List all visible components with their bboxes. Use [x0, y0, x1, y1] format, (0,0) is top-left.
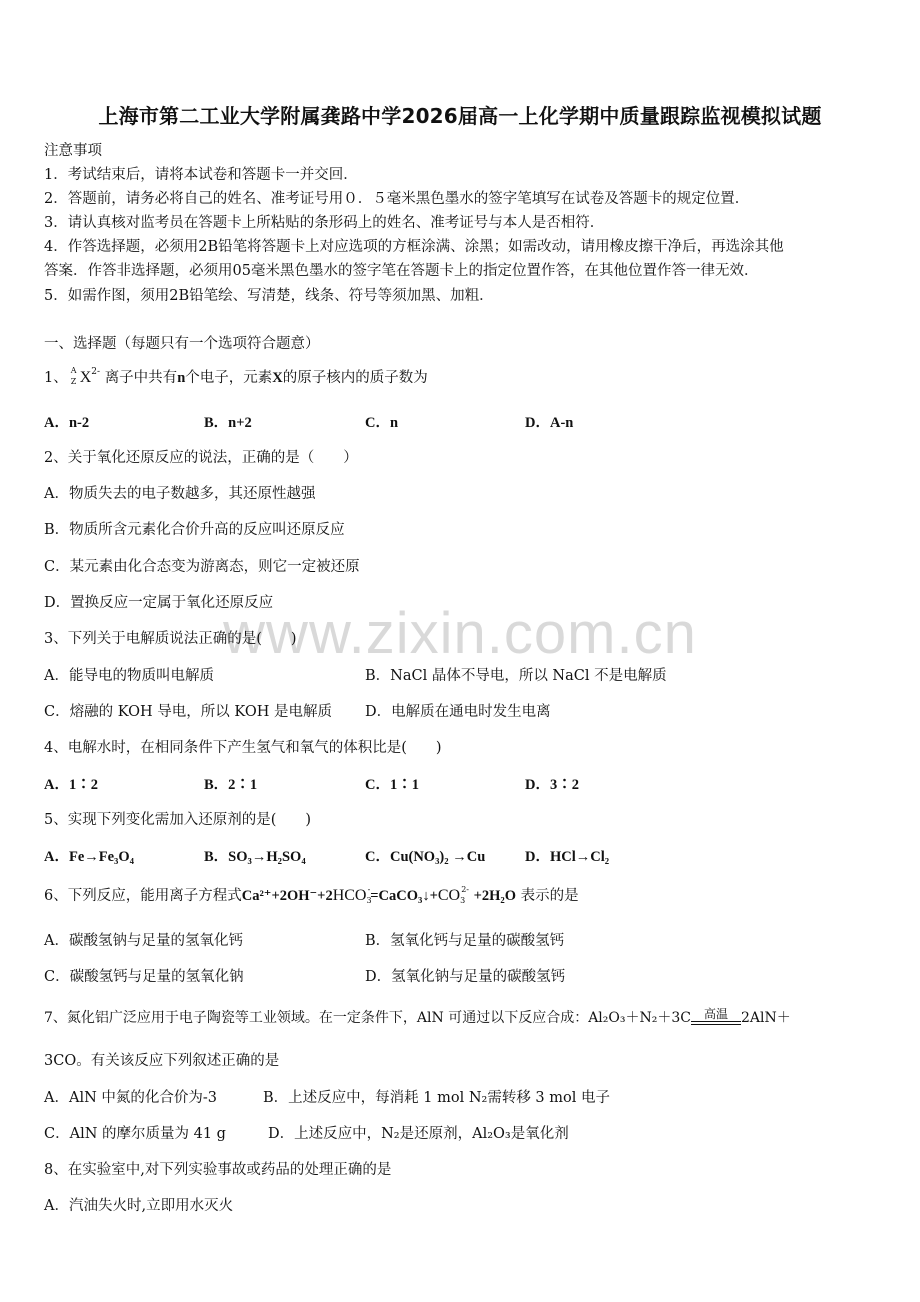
section-heading: 一、选择题（每题只有一个选项符合题意） — [44, 336, 320, 352]
option-a[interactable]: A．碳酸氢钠与足量的氢氧化钙 — [44, 933, 243, 949]
option-c[interactable]: C．熔融的 KOH 导电，所以 KOH 是电解质 — [44, 704, 332, 720]
option-c[interactable]: C．Cu(NO₃)₂ →Cu — [365, 849, 486, 865]
option-a[interactable]: A．物质失去的电子数越多，其还原性越强 — [44, 486, 316, 502]
reaction-condition: 高温 — [691, 1008, 741, 1025]
option-b[interactable]: B．n+2 — [204, 415, 252, 431]
question-7-stem: 7、氮化铝广泛应用于电子陶瓷等工业领域。在一定条件下，AlN 可通过以下反应合成：Al₂O₃＋N₂＋3C 高温 2AlN＋ — [44, 1007, 791, 1026]
option-a[interactable]: A．1∶2 — [44, 777, 98, 793]
option-d[interactable]: D．电解质在通电时发生电离 — [365, 704, 551, 720]
notice-item: 答案．作答非选择题，必须用05毫米黑色墨水的签字笔在答题卡上的指定位置作答，在其他位置作答一律无效． — [44, 263, 759, 279]
option-d[interactable]: D．置换反应一定属于氧化还原反应 — [44, 595, 274, 611]
question-8-stem: 8、在实验室中,对下列实验事故或药品的处理正确的是 — [44, 1162, 392, 1178]
option-c[interactable]: C．n — [365, 415, 399, 431]
ion-atomic-number: Z — [70, 377, 77, 386]
option-c[interactable]: C．AlN 的摩尔质量为 41 g — [44, 1126, 226, 1142]
option-b[interactable]: B．2∶1 — [204, 777, 258, 793]
option-a[interactable]: A．汽油失火时,立即用水灭火 — [44, 1198, 234, 1214]
option-d[interactable]: D．上述反应中，N₂是还原剂，Al₂O₃是氧化剂 — [268, 1126, 569, 1142]
question-1-stem: 1、 A Z $X^{2-}$ 离子中共有n个电子，元素X的原子核内的质子数为 — [44, 366, 428, 386]
watermark: www.zixin.com.cn — [223, 601, 697, 666]
notice-item: 5．如需作图，须用2B铅笔绘、写清楚，线条、符号等须加黑、加粗． — [44, 288, 494, 304]
option-d[interactable]: D．HCl→Cl₂ — [525, 849, 610, 865]
question-7-stem-cont: 3CO。有关该反应下列叙述正确的是 — [44, 1053, 280, 1069]
question-2-stem: 2、关于氧化还原反应的说法，正确的是（ ） — [44, 450, 358, 466]
option-b[interactable]: B．上述反应中，每消耗 1 mol N₂需转移 3 mol 电子 — [263, 1090, 610, 1106]
notice-item: 1．考试结束后，请将本试卷和答题卡一并交回． — [44, 167, 358, 183]
option-d[interactable]: D．3∶2 — [525, 777, 579, 793]
hco3-ion: HCO — [332, 887, 367, 904]
option-c[interactable]: C．某元素由化合态变为游离态，则它一定被还原 — [44, 559, 360, 575]
co3-ion: CO — [437, 887, 461, 904]
ion-mass-number: A — [70, 366, 77, 375]
page-title: 上海市第二工业大学附属龚路中学2026届高一上化学期中质量跟踪监视模拟试题 — [98, 104, 822, 128]
ion-symbol: X — [79, 369, 92, 386]
option-a[interactable]: A．AlN 中氮的化合价为-3 — [44, 1090, 218, 1106]
notice-item: 2．答题前，请务必将自己的姓名、准考证号用０．５毫米黑色墨水的签字笔填写在试卷及答题卡的规定位置． — [44, 191, 750, 207]
option-d[interactable]: D．A-n — [525, 415, 574, 431]
notice-heading: 注意事项 — [44, 143, 102, 159]
option-b[interactable]: B．物质所含元素化合价升高的反应叫还原反应 — [44, 522, 345, 538]
option-b[interactable]: B．NaCl 晶体不导电，所以 NaCl 不是电解质 — [365, 668, 667, 684]
question-5-stem: 5、实现下列变化需加入还原剂的是( ) — [44, 812, 312, 828]
option-c[interactable]: C．1∶1 — [365, 777, 419, 793]
option-a[interactable]: A．Fe→Fe₃O₄ — [44, 849, 135, 865]
option-b[interactable]: B．氢氧化钙与足量的碳酸氢钙 — [365, 933, 565, 949]
question-3-stem: 3、下列关于电解质说法正确的是( ) — [44, 631, 297, 647]
question-4-stem: 4、电解水时，在相同条件下产生氢气和氧气的体积比是( ) — [44, 740, 442, 756]
notice-item: 3．请认真核对监考员在答题卡上所粘贴的条形码上的姓名、准考证号与本人是否相符． — [44, 215, 605, 231]
option-a[interactable]: A．n-2 — [44, 415, 90, 431]
notice-item: 4．作答选择题，必须用2B铅笔将答题卡上对应选项的方框涂满、涂黑；如需改动，请用橡皮擦干净后，再选涂其他 — [44, 239, 784, 255]
option-b[interactable]: B．SO₃→H₂SO₄ — [204, 849, 306, 865]
option-a[interactable]: A．能导电的物质叫电解质 — [44, 668, 214, 684]
option-c[interactable]: C．碳酸氢钙与足量的氢氧化钠 — [44, 969, 244, 985]
option-d[interactable]: D．氢氧化钠与足量的碳酸氢钙 — [365, 969, 566, 985]
question-6-stem: 6、下列反应，能用离子方程式$Ca^{2+}+2OH^-+2HCO_3^-=CaCO_3↓+CO_3^{2-} +2H_2O$ 表示的是 — [44, 885, 579, 905]
